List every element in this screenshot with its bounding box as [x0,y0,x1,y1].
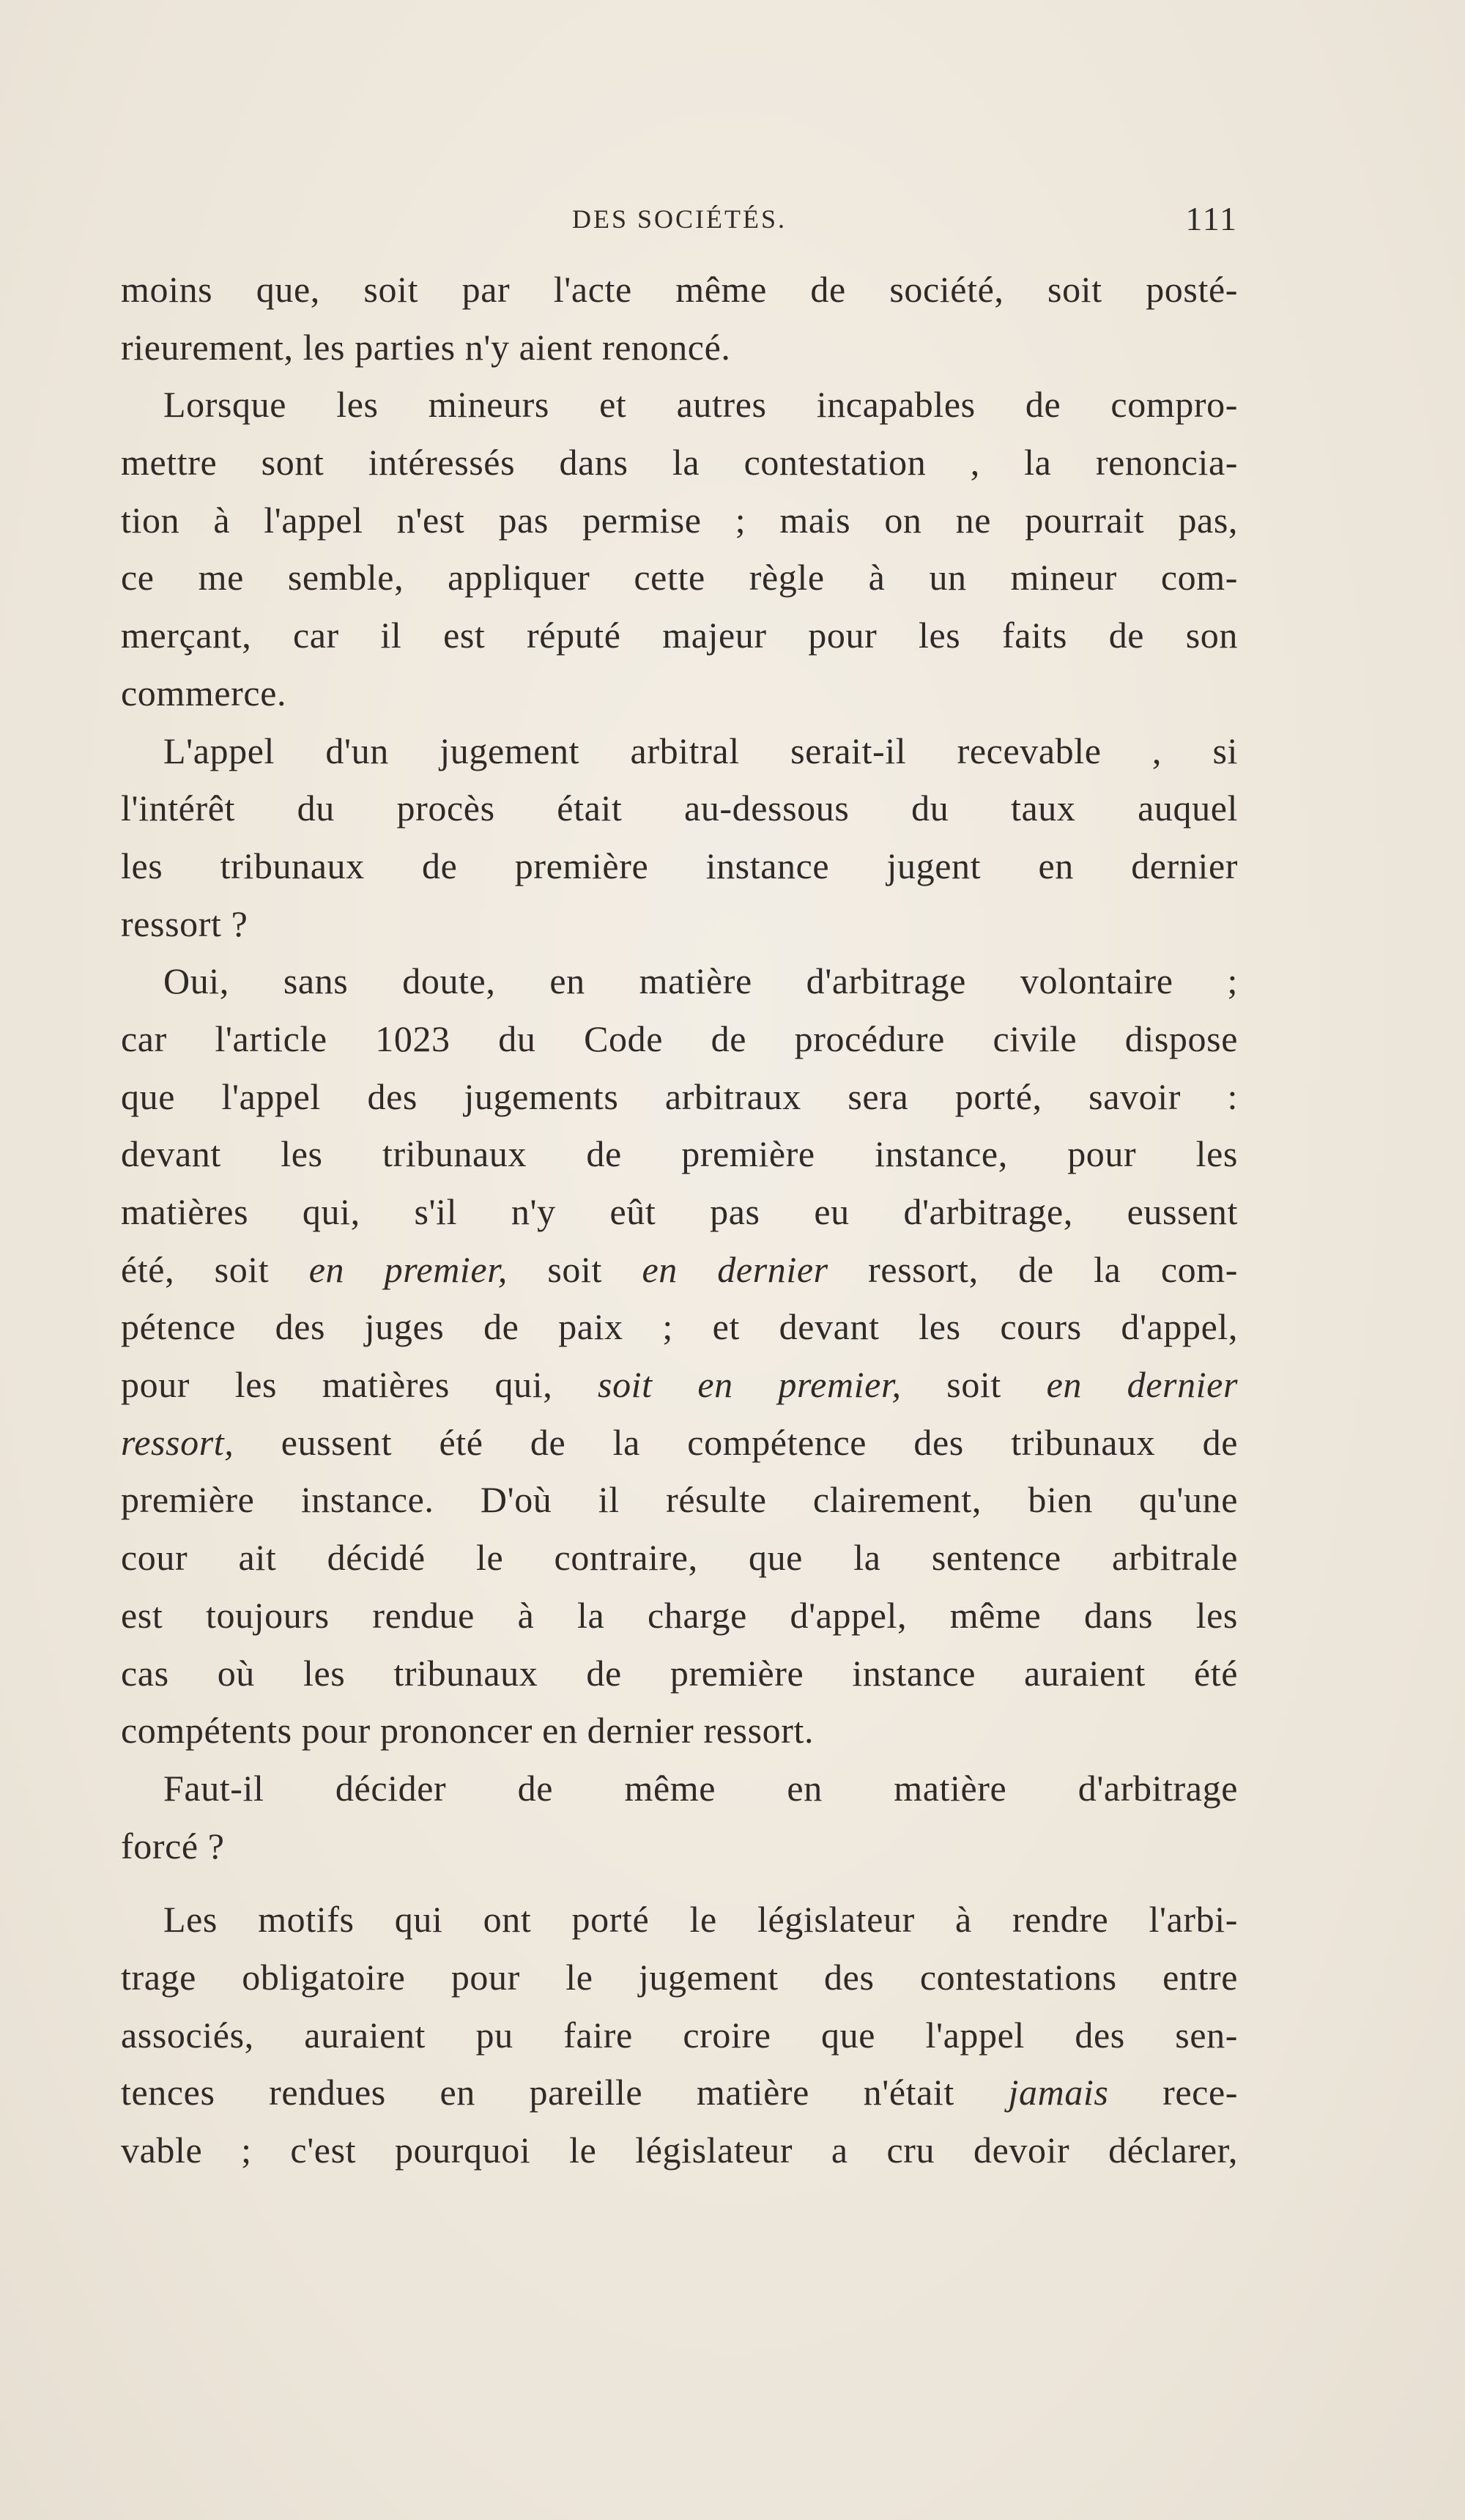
text-line: première instance. D'où il résulte clairement, bien qu'une [121,1479,1238,1521]
text-line: pétence des juges de paix ; et devant les cours d'appel, [121,1306,1238,1348]
text-line: ressort ? [121,903,248,944]
text-line: Les motifs qui ont porté le législateur à rendre l'arbi- [163,1899,1238,1941]
text-line: est toujours rendue à la charge d'appel, même dans les [121,1594,1238,1636]
text-line: ressort, eussent été de la compétence des tribunaux de [121,1421,1238,1463]
text-line: que l'appel des jugements arbitraux sera porté, savoir : [121,1075,1238,1117]
body-text [121,261,1238,2179]
text-line: vable ; c'est pourquoi le législateur a cru devoir déclarer, [121,2130,1238,2171]
text-line: associés, auraient pu faire croire que l'appel des sen- [121,2014,1238,2056]
text-line: mettre sont intéressés dans la contestation , la renoncia- [121,442,1238,483]
text-line: cour ait décidé le contraire, que la sentence arbitrale [121,1537,1238,1579]
text-line: trage obligatoire pour le jugement des contestations entre [121,1956,1238,1998]
text-line: tences rendues en pareille matière n'était jamais rece- [121,2072,1238,2113]
text-line: Lorsque les mineurs et autres incapables de compro- [163,384,1238,426]
text-line: rieurement, les parties n'y aient renoncé. [121,326,731,368]
text-line: tion à l'appel n'est pas permise ; mais on ne pourrait pas, [121,499,1238,541]
text-line: les tribunaux de première instance jugent en dernier [121,845,1238,886]
text-line: forcé ? [121,1825,225,1867]
text-line: été, soit en premier, soit en dernier ressort, de la com- [121,1248,1239,1290]
text-line: commerce. [121,672,287,714]
text-line: compétents pour prononcer en dernier ressort. [121,1710,815,1752]
text-line: car l'article 1023 du Code de procédure civile dispose [121,1018,1238,1059]
running-title: DES SOCIÉTÉS. [571,204,787,234]
text-line: Faut-il décider de même en matière d'arbitrage [163,1767,1238,1809]
text-line: cas où les tribunaux de première instance auraient été [121,1652,1238,1694]
text-line: matières qui, s'il n'y eût pas eu d'arbitrage, eussent [121,1191,1238,1232]
text-line: merçant, car il est réputé majeur pour les faits de son [121,615,1238,656]
text-line: l'intérêt du procès était au-dessous du taux auquel [121,788,1238,829]
text-line: pour les matières qui, soit en premier, soit en dernier [121,1364,1239,1406]
page-number: 111 [1185,200,1238,237]
text-line: L'appel d'un jugement arbitral serait-il recevable , si [163,730,1238,771]
running-head [121,200,1238,248]
text-line: moins que, soit par l'acte même de société, soit posté- [121,269,1238,310]
text-line: devant les tribunaux de première instance, pour les [121,1133,1238,1175]
text-line: ce me semble, appliquer cette règle à un mineur com- [121,557,1238,598]
text-line: Oui, sans doute, en matière d'arbitrage volontaire ; [163,960,1238,1002]
